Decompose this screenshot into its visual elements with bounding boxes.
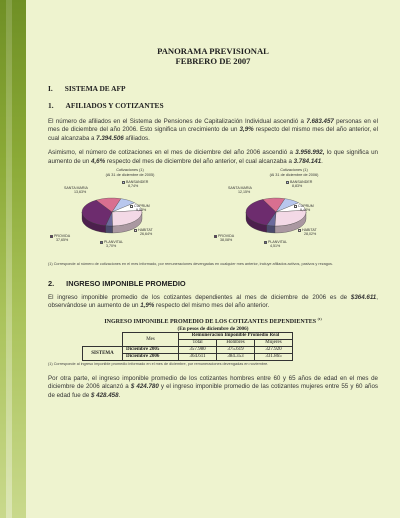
section-1-1-number: 1. — [48, 101, 54, 110]
paragraph-cotizaciones — [48, 149, 378, 166]
text: Por otra parte, el ingreso imponible promedio de los cotizantes hombres entre 60 y 65 años de edad en el mes de diciembre de 2006 alcanzó a — [48, 375, 378, 391]
table-header-total: Total — [179, 340, 217, 347]
table-cell: 357.980 — [179, 347, 217, 354]
document-page — [48, 46, 378, 400]
document-title — [48, 46, 378, 66]
pie-2005-label-planvital: PLANVITAL 3,70% — [100, 240, 123, 249]
value-aumento-ingreso: 1,9% — [140, 302, 155, 310]
pie-2005-slice-side-planvital — [106, 226, 113, 233]
pie-2005-label-cuprum: CUPRUM 9,53% — [130, 204, 150, 213]
value-afiliados-2006: 7.683.457 — [306, 118, 334, 125]
value-ingreso-hombres: $ 424.780 — [130, 383, 159, 391]
pie-2006-label-cuprum: CUPRUM 9,44% — [294, 204, 314, 213]
table-title-text: INGRESO IMPONIBLE PROMEDIO DE LOS COTIZANTES DEPENDIENTES — [104, 319, 317, 326]
footnote-cotizaciones: (1) Corresponde al número de cotizaciones en el mes informado, por remuneraciones devengadas en cualquier mes anterior, incluye afiliados activos, pasivos y rezagos. — [48, 262, 333, 267]
pie-chart-2006 — [214, 168, 374, 262]
section-1-number: I. — [48, 84, 53, 93]
text: El número de afiliados en el Sistema de Pensiones de Capitalización Individual ascendió a — [48, 118, 307, 125]
value-ingreso-promedio: $364.611 — [350, 293, 377, 301]
value-afiliados-2005: 7.394.506 — [96, 134, 124, 142]
text: y el ingreso imponible promedio de las cotizantes mujeres entre 55 y 60 años de edad fue de — [48, 383, 378, 399]
paragraph-ingreso — [48, 294, 378, 311]
table-subtitle: (En pesos de diciembre de 2006) — [177, 326, 249, 333]
text: . — [118, 391, 121, 399]
table-group-header: Remuneración Imponible Promedio Real — [179, 333, 293, 340]
section-2-heading — [48, 279, 378, 288]
section-1-1-heading — [48, 101, 378, 110]
value-ingreso-mujeres: $ 428.458 — [91, 391, 119, 399]
table-title-sup: (1) — [317, 317, 322, 322]
footnote-ingreso: (1) Corresponde al ingreso imponible promedio informado en el mes de diciembre, por remuneraciones devengadas en noviembre. — [48, 362, 269, 367]
table-cell: 364.611 — [179, 354, 217, 361]
table-cell: 384.353 — [217, 354, 255, 361]
pie-2006-label-santamaria: SANTA MARIA 12,15% — [228, 186, 252, 195]
table-header-hombres: Hombres — [217, 340, 255, 347]
pie-2005-label-habitat: HABITAT 26,64% — [134, 228, 153, 237]
table-header-mujeres: Mujeres — [255, 340, 293, 347]
paragraph-afiliados — [48, 118, 378, 143]
table-title — [48, 316, 378, 326]
text: afiliados. — [123, 134, 150, 142]
text: , observándose un aumento de un — [48, 293, 378, 310]
pie-2005-subtitle: (Al 31 de diciembre de 2005) — [105, 172, 155, 177]
pie-2006-title: Cotizaciones (1) — [280, 168, 308, 173]
text: . — [321, 157, 323, 165]
pie-2005-label-provida: PROVIDA 37,65% — [50, 234, 70, 243]
table-header-mes: Mes — [123, 333, 179, 347]
pie-2006-label-bansander: BANSANDER 8,83% — [286, 180, 312, 189]
text: respecto del mismo mes del año anterior. — [154, 302, 270, 310]
pie-2006-slice-side-planvital — [267, 225, 275, 233]
pie-2006-label-planvital: PLANVITAL 4,51% — [264, 240, 287, 249]
decorative-left-band — [0, 0, 26, 518]
pie-2006-label-provida: PROVIDA 38,08% — [214, 234, 234, 243]
table-cell-mes: Diciembre 2006 — [123, 354, 179, 361]
pie-charts-row — [48, 168, 378, 262]
section-1-heading — [48, 84, 378, 93]
value-aumento: 4,6% — [91, 157, 106, 165]
table-cell-mes: Diciembre 2005 — [123, 347, 179, 354]
table-empty-cell — [83, 333, 123, 340]
section-1-1-label: AFILIADOS Y COTIZANTES — [65, 101, 164, 110]
table-cell: 375.619 — [217, 347, 255, 354]
paragraph-ingreso-edad — [48, 375, 378, 400]
value-crecimiento: 3,9% — [239, 126, 254, 134]
table-empty-cell — [83, 340, 123, 347]
section-2-number: 2. — [48, 278, 55, 288]
table-row — [83, 347, 293, 354]
text: respecto del mes de diciembre del año anterior, el cual alcanzaba a — [105, 157, 294, 165]
pie-2006-subtitle: (Al 31 de diciembre de 2006) — [269, 172, 319, 177]
pie-2005-label-santamaria: SANTA MARIA 13,63% — [64, 186, 88, 195]
text: respecto del mismo mes del año anterior, el cual alcanzaba a — [48, 126, 378, 142]
ingreso-table — [82, 332, 293, 361]
title-line-1: PANORAMA PREVISIONAL — [157, 46, 269, 56]
text: lo que significa un aumento de un — [48, 149, 378, 165]
table-cell: 327.920 — [255, 347, 293, 354]
text: personas en el mes de diciembre del año 2006. Esto significa un crecimiento de un — [48, 118, 378, 134]
pie-chart-2005 — [50, 168, 210, 262]
value-cotizaciones-2005: 3.784.141 — [293, 157, 322, 165]
pie-2005-title: Cotizaciones (1) — [116, 168, 144, 173]
value-cotizaciones-2006: 3.956.992, — [295, 149, 325, 157]
table-cell: 331.865 — [255, 354, 293, 361]
pie-2006-label-habitat: HABITAT 28,02% — [298, 228, 317, 237]
text: Asimismo, el número de cotizaciones en el mes de diciembre del año 2006 ascendió a — [48, 149, 296, 157]
section-2-label: INGRESO IMPONIBLE PROMEDIO — [66, 278, 186, 288]
text: El ingreso imponible promedio de los cotizantes dependientes al mes de diciembre de 2006 es de — [48, 293, 351, 301]
section-1-label: SISTEMA DE AFP — [64, 84, 126, 93]
table-row-label: SISTEMA — [83, 347, 123, 361]
pie-2005-label-bansander: BANSANDER 8,74% — [122, 180, 148, 189]
title-line-2: FEBRERO DE 2007 — [175, 56, 251, 66]
